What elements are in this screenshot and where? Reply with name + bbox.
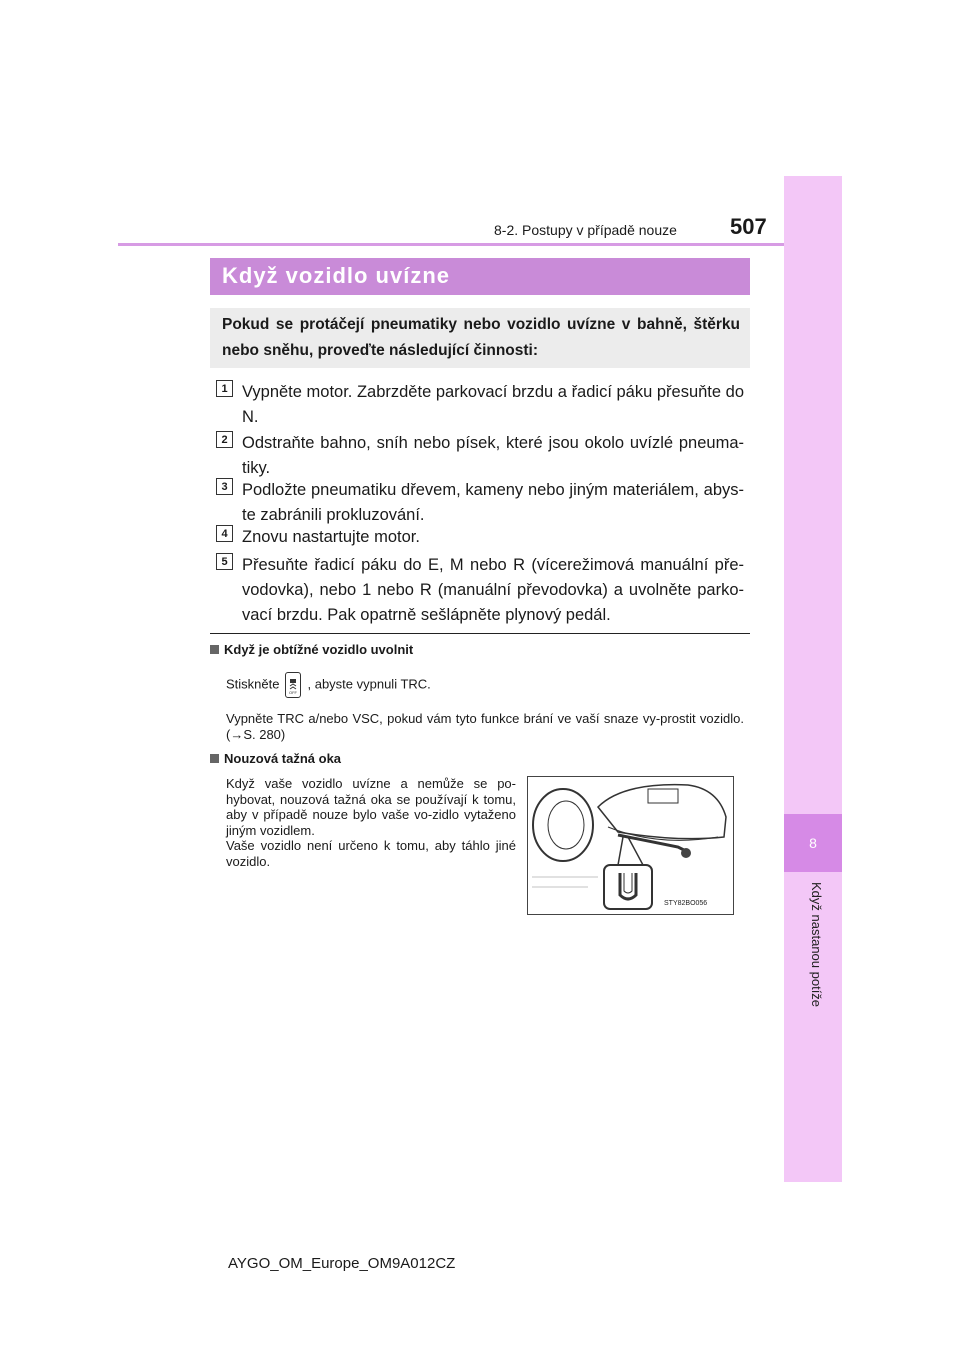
square-bullet-icon xyxy=(210,645,219,654)
document-footer: AYGO_OM_Europe_OM9A012CZ xyxy=(228,1255,456,1272)
step-number: 4 xyxy=(216,525,233,542)
section-divider xyxy=(210,633,750,634)
square-bullet-icon xyxy=(210,754,219,763)
press-after-text: , abyste vypnuli TRC. xyxy=(307,676,431,692)
trc-off-button-icon xyxy=(285,672,301,698)
step-number: 3 xyxy=(216,478,233,495)
note-heading-tow xyxy=(210,751,341,766)
tow-eye-illustration xyxy=(527,776,734,915)
step-number: 5 xyxy=(216,553,233,570)
tow-text-2: Vaše vozidlo není určeno k tomu, aby táhlo jiné vozidlo. xyxy=(226,838,516,869)
press-text: Stiskněte xyxy=(226,676,280,692)
step-number: 2 xyxy=(216,431,233,448)
step-text: Přesuňte řadicí páku do E, M nebo R (vícerežimová manuální pře-vodovka), nebo 1 nebo R (manuální převodovka) a uvolněte parko-vací brzdu. Pak opatrně sešlápněte plynový pedál. xyxy=(242,556,744,624)
step-text: Vypněte motor. Zabrzděte parkovací brzdu a řadicí páku přesuňte do N. xyxy=(242,383,745,426)
page-number: 507 xyxy=(730,214,767,239)
svg-text:OFF: OFF xyxy=(289,690,298,695)
trc-vsc-note: Vypněte TRC a/nebo VSC, pokud vám tyto funkce brání ve vaší snaze vy-prostit vozidlo. (→S. 280) xyxy=(226,711,744,742)
note-heading-text: Když je obtížné vozidlo uvolnit xyxy=(224,642,414,657)
step-text: Podložte pneumatiku dřevem, kameny nebo jiným materiálem, abys-te zabránili prokluzování. xyxy=(242,481,744,524)
section-reference: 8-2. Postupy v případě nouze xyxy=(494,222,677,238)
header-rule xyxy=(118,243,784,246)
note-heading-stuck xyxy=(210,642,413,657)
chapter-title: Když nastanou potíže xyxy=(809,882,824,1008)
trc-instruction xyxy=(226,672,431,698)
chapter-side-tab xyxy=(784,176,842,1182)
tow-text-1: Když vaše vozidlo uvízne a nemůže se po-hybovat, nouzová tažná oka se používají k tomu, aby v případě nouze bylo vaše vo-zidlo vytaženo jiným vozidlem. xyxy=(226,776,516,838)
note-heading-text: Nouzová tažná oka xyxy=(224,751,342,766)
image-caption: STY82BO056 xyxy=(664,900,708,907)
intro-text: Pokud se protáčejí pneumatiky nebo vozidlo uvízne v bahně, štěrku nebo sněhu, proveďte následující činnosti: xyxy=(222,316,740,359)
page-title: Když vozidlo uvízne xyxy=(222,263,451,288)
tow-description xyxy=(226,776,516,869)
chapter-number: 8 xyxy=(784,814,842,872)
step-text: Znovu nastartujte motor. xyxy=(242,528,420,546)
step-text: Odstraňte bahno, sníh nebo písek, které jsou okolo uvízlé pneuma-tiky. xyxy=(242,434,744,477)
step-number: 1 xyxy=(216,380,233,397)
